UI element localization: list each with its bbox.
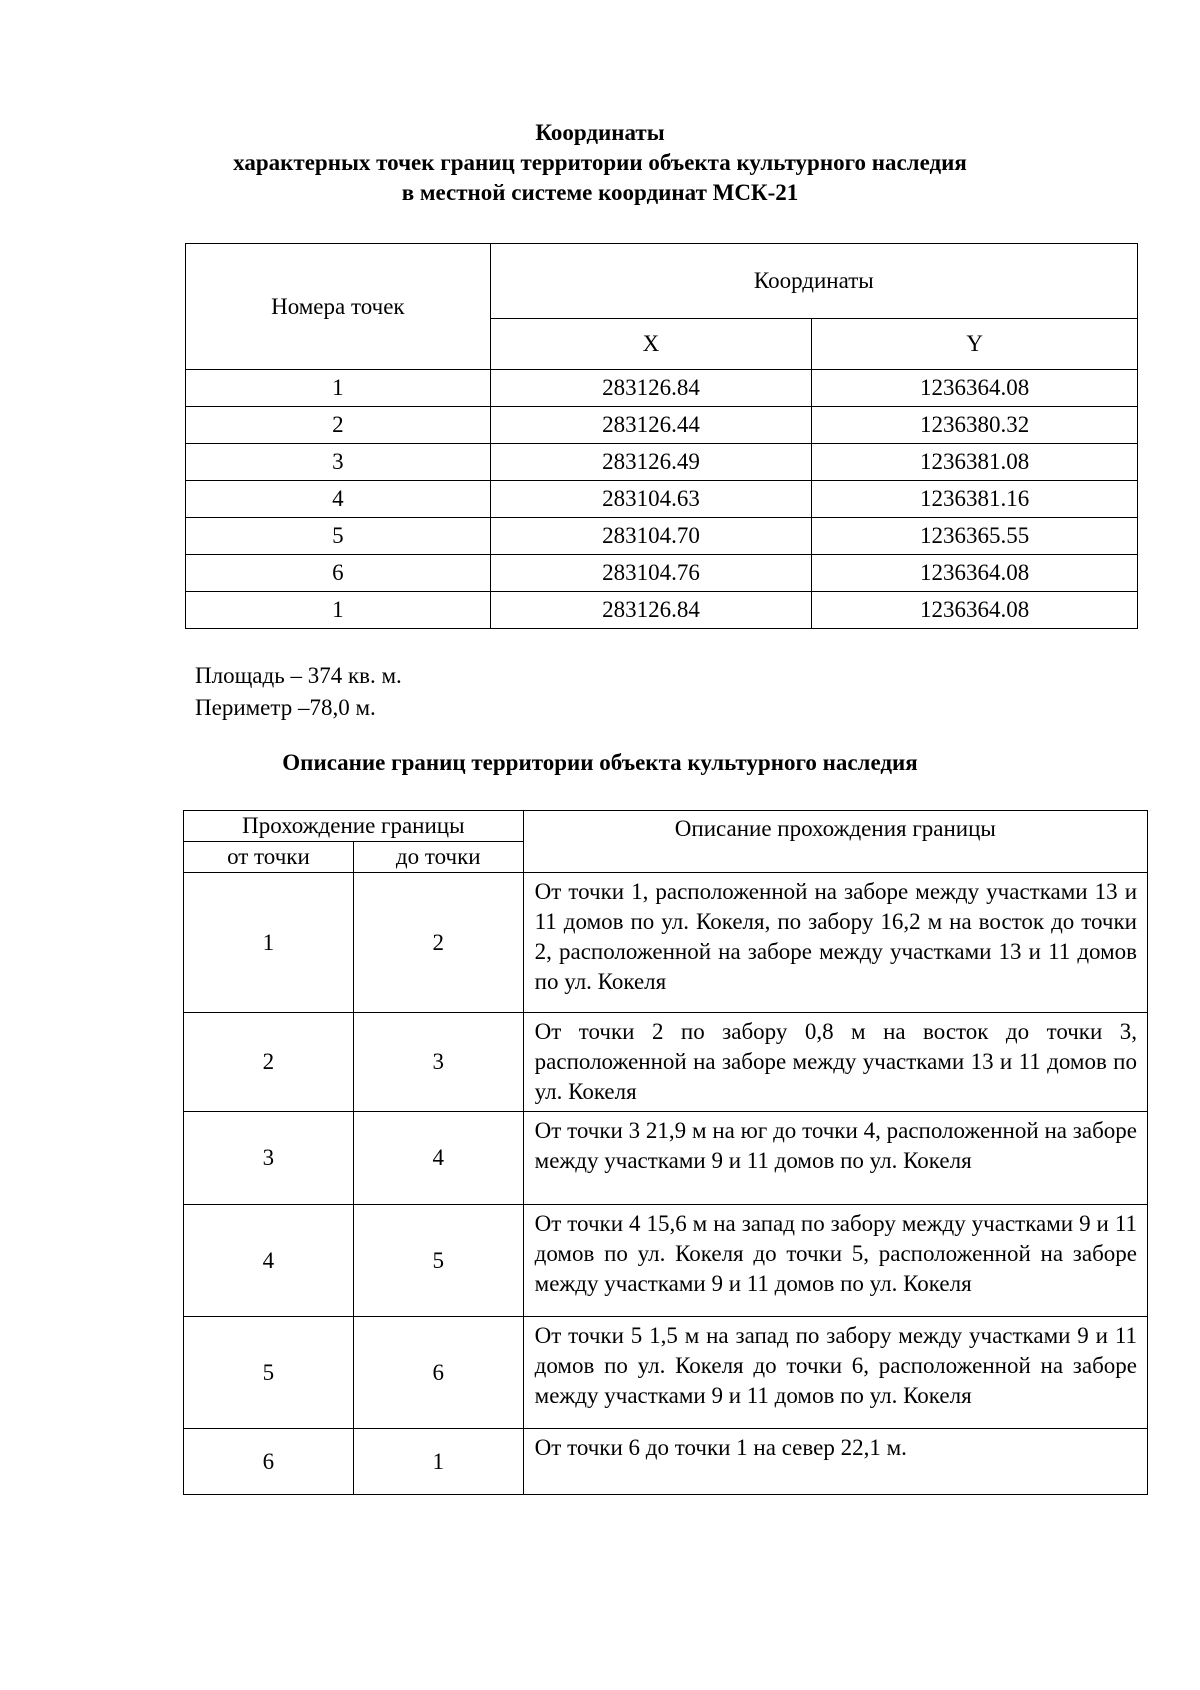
cell-y: 1236364.08 bbox=[812, 370, 1138, 407]
cell-point: 1 bbox=[186, 592, 491, 629]
title-line-3: в местной системе координат МСК-21 bbox=[401, 180, 799, 205]
table-row bbox=[184, 1317, 1148, 1429]
header-y: Y bbox=[812, 319, 1138, 370]
cell-to-point: 5 bbox=[353, 1205, 523, 1317]
section-title: Описание границ территории объекта культурного наследия bbox=[282, 750, 918, 775]
table-row bbox=[186, 370, 1138, 407]
cell-from-point: 3 bbox=[184, 1112, 354, 1205]
cell-point: 3 bbox=[186, 444, 491, 481]
cell-description: От точки 1, расположенной на заборе между участками 13 и 11 домов по ул. Кокеля, по забору 16,2 м на восток до точки 2, расположенной на заборе между участками 13 и 11 домов по ул. Кокеля bbox=[523, 873, 1147, 1013]
cell-to-point: 4 bbox=[353, 1112, 523, 1205]
cell-description: От точки 6 до точки 1 на север 22,1 м. bbox=[523, 1429, 1147, 1495]
table-row bbox=[184, 1205, 1148, 1317]
cell-point: 5 bbox=[186, 518, 491, 555]
header-x: X bbox=[490, 319, 812, 370]
table-row bbox=[186, 407, 1138, 444]
cell-from-point: 1 bbox=[184, 873, 354, 1013]
cell-y: 1236381.16 bbox=[812, 481, 1138, 518]
cell-x: 283104.76 bbox=[490, 555, 812, 592]
header-from-point: от точки bbox=[184, 842, 354, 873]
cell-y: 1236364.08 bbox=[812, 555, 1138, 592]
table-row bbox=[186, 481, 1138, 518]
cell-description: От точки 2 по забору 0,8 м на восток до точки 3, расположенной на заборе между участками 13 и 11 домов по ул. Кокеля bbox=[523, 1013, 1147, 1112]
table-row bbox=[184, 873, 1148, 1013]
table-row bbox=[186, 592, 1138, 629]
cell-description: От точки 5 1,5 м на запад по забору между участками 9 и 11 домов по ул. Кокеля до точки 6, расположенной на заборе между участками 9 и 11 домов по ул. Кокеля bbox=[523, 1317, 1147, 1429]
cell-from-point: 4 bbox=[184, 1205, 354, 1317]
cell-point: 2 bbox=[186, 407, 491, 444]
area-text: Площадь – 374 кв. м. bbox=[195, 663, 402, 688]
header-boundary-passage: Прохождение границы bbox=[184, 811, 524, 842]
header-point-numbers: Номера точек bbox=[186, 244, 491, 370]
cell-description: От точки 3 21,9 м на юг до точки 4, расположенной на заборе между участками 9 и 11 домов по ул. Кокеля bbox=[523, 1112, 1147, 1205]
cell-to-point: 3 bbox=[353, 1013, 523, 1112]
title-line-2: характерных точек границ территории объекта культурного наследия bbox=[233, 150, 967, 175]
document-title bbox=[0, 118, 1200, 208]
cell-y: 1236381.08 bbox=[812, 444, 1138, 481]
area-perimeter-summary bbox=[195, 660, 402, 724]
table-row bbox=[186, 444, 1138, 481]
cell-y: 1236380.32 bbox=[812, 407, 1138, 444]
cell-to-point: 2 bbox=[353, 873, 523, 1013]
cell-x: 283126.84 bbox=[490, 592, 812, 629]
cell-description: От точки 4 15,6 м на запад по забору между участками 9 и 11 домов по ул. Кокеля до точки 5, расположенной на заборе между участками 9 и 11 домов по ул. Кокеля bbox=[523, 1205, 1147, 1317]
cell-to-point: 6 bbox=[353, 1317, 523, 1429]
cell-x: 283126.49 bbox=[490, 444, 812, 481]
header-to-point: до точки bbox=[353, 842, 523, 873]
cell-x: 283126.84 bbox=[490, 370, 812, 407]
cell-point: 6 bbox=[186, 555, 491, 592]
coordinates-table bbox=[185, 243, 1138, 629]
title-line-1: Координаты bbox=[535, 120, 665, 145]
table-row bbox=[184, 1429, 1148, 1495]
cell-y: 1236364.08 bbox=[812, 592, 1138, 629]
table-row bbox=[184, 1013, 1148, 1112]
cell-from-point: 6 bbox=[184, 1429, 354, 1495]
table-row bbox=[186, 555, 1138, 592]
header-boundary-description: Описание прохождения границы bbox=[523, 811, 1147, 873]
table-row bbox=[184, 1112, 1148, 1205]
cell-x: 283126.44 bbox=[490, 407, 812, 444]
boundary-description-table bbox=[183, 810, 1148, 1495]
cell-from-point: 2 bbox=[184, 1013, 354, 1112]
perimeter-text: Периметр –78,0 м. bbox=[195, 695, 376, 720]
cell-x: 283104.70 bbox=[490, 518, 812, 555]
cell-to-point: 1 bbox=[353, 1429, 523, 1495]
cell-point: 4 bbox=[186, 481, 491, 518]
cell-point: 1 bbox=[186, 370, 491, 407]
cell-from-point: 5 bbox=[184, 1317, 354, 1429]
table-row bbox=[186, 518, 1138, 555]
header-coordinates: Координаты bbox=[490, 244, 1137, 319]
cell-x: 283104.63 bbox=[490, 481, 812, 518]
cell-y: 1236365.55 bbox=[812, 518, 1138, 555]
